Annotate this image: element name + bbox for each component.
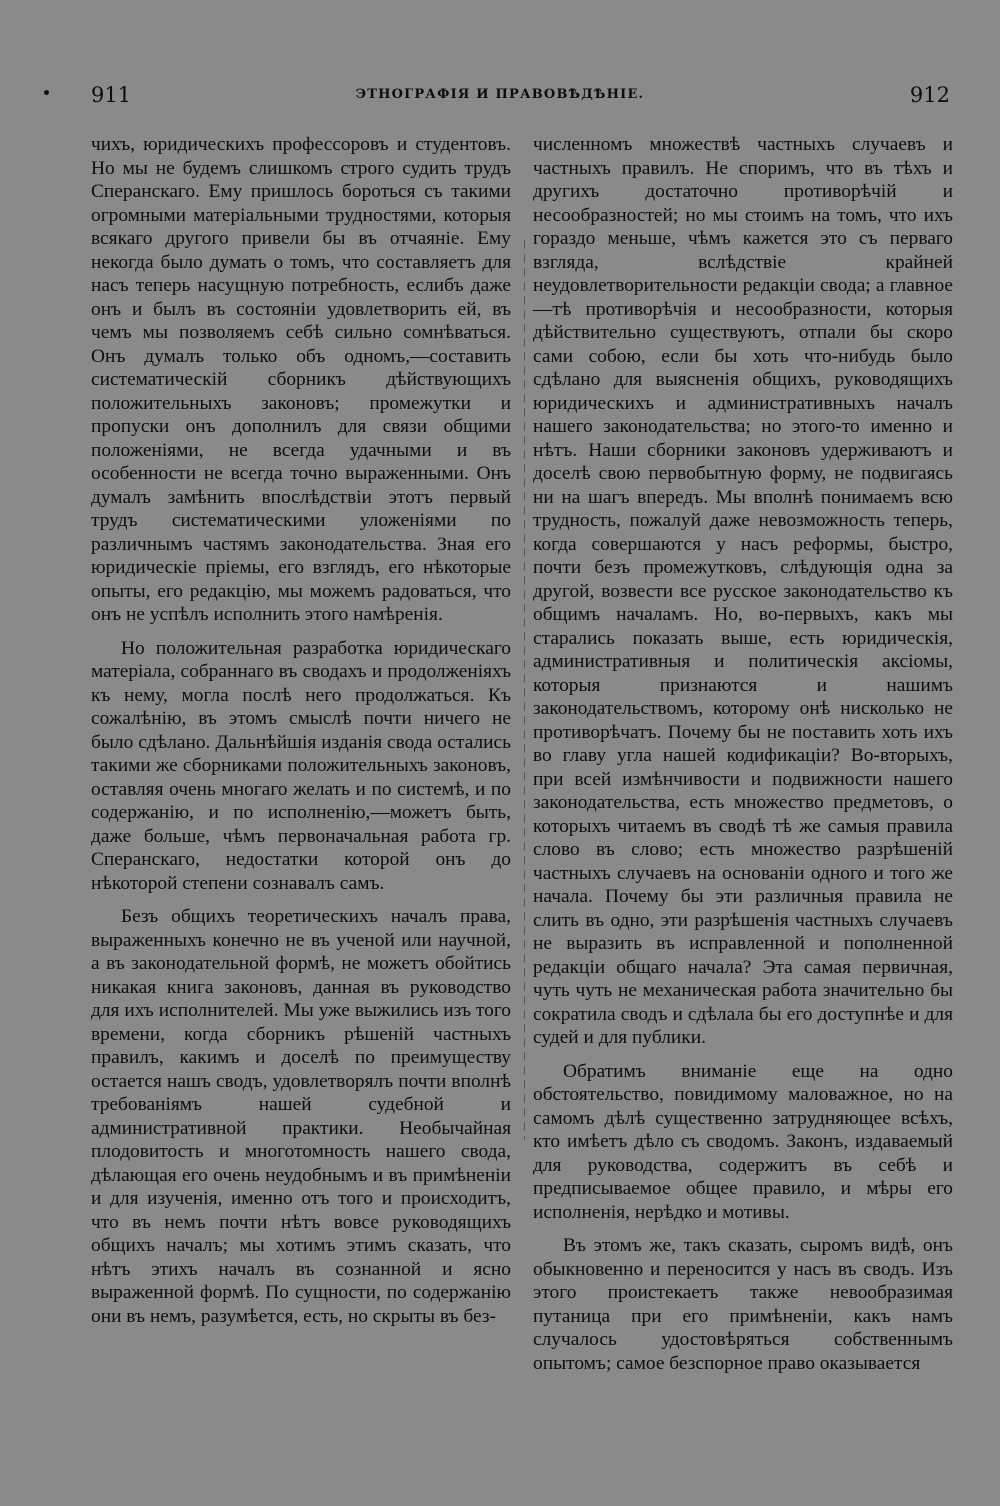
running-title: ЭТНОГРАФІЯ И ПРАВОВѢДѢНІЕ. [355, 87, 645, 102]
right-column [533, 133, 953, 1385]
paragraph: Но положительная разработка юридическаго матеріала, собраннаго въ сводахъ и продолженіяхъ къ нему, могла послѣ него продолжаться. Къ сожалѣнію, въ этомъ смыслѣ почти ничего не было сдѣлано. Дальнѣйшія изданія свода остались такими же сборниками положительныхъ законовъ, оставляя очень многаго желать и по системѣ, и по содержанію, и по исполненію,—можетъ быть, даже больше, чѣмъ первоначальная работа гр. Сперанскаго, недостатки которой онъ до нѣкоторой степени сознавалъ самъ. [91, 637, 511, 894]
page-number-left: 911 [91, 83, 132, 107]
paragraph: Обратимъ вниманіе еще на одно обстоятельство, повидимому маловажное, но на самомъ дѣлѣ существенно затрудняющее всѣхъ, кто имѣетъ дѣло съ сводомъ. Законъ, издаваемый для руководства, содержитъ въ себѣ и предписываемое общее правило, и мѣры его исполненія, нерѣдко и мотивы. [533, 1060, 953, 1223]
paragraph: чихъ, юридическихъ профессоровъ и студентовъ. Но мы не будемъ слишкомъ строго судить трудъ Сперанскаго. Ему пришлось бороться съ такими огромными матеріальными трудностями, которыя всякаго другого привели бы въ отчаяніе. Ему некогда было думать о томъ, что составляетъ для насъ теперь насущную потребность, еслибъ даже онъ и былъ въ состояніи удовлетворить ей, въ чемъ мы позволяемъ себѣ сильно сомнѣваться. Онъ думалъ только объ одномъ,—составить систематическій сборникъ дѣйствующихъ положительныхъ законовъ; промежутки и пропуски онъ дополнилъ для связи общими положеніями, не всегда удачными и въ особенности не всегда точно выраженными. Онъ думалъ замѣнить впослѣдствіи этотъ первый трудъ систематическими уложеніями по различнымъ частямъ законодательства. Зная его юридическіе пріемы, его взглядъ, его нѣкоторые опыты, его редакцію, мы можемъ радоваться, что онъ не успѣлъ исполнить этого намѣренія. [91, 134, 511, 625]
left-column [91, 133, 511, 1338]
paragraph: численномъ множествѣ частныхъ случаевъ и частныхъ правилъ. Не споримъ, что въ тѣхъ и другихъ достаточно противорѣчій и несообразностей; но мы стоимъ на томъ, что ихъ гораздо меньше, чѣмъ кажется это съ перваго взгляда, вслѣдствіе крайней неудовлетворительности редакціи свода; а главное—тѣ противорѣчія и несообразности, которыя дѣйствительно существуютъ, отпали бы скоро сами собою, если бы хоть что-нибудь было сдѣлано для выясненія общихъ, руководящихъ юридическихъ и административныхъ началъ нашего законодательства; но этого-то именно и нѣтъ. Наши сборники законовъ удерживаютъ и доселѣ свою первобытную форму, не подвигаясь ни на шагъ впередъ. Мы вполнѣ понимаемъ всю трудность, пожалуй даже невозможность теперь, когда совершаются у насъ реформы, быстро, почти безъ промежутковъ, слѣдующія одна за другой, возвести все русское законодательство къ общимъ началамъ. Но, во-первыхъ, какъ мы старались показать выше, есть юридическія, административныя и политическія аксіомы, которыя признаются и нашимъ законодательствомъ, которому онѣ нисколько не противорѣчатъ. Почему бы не поставить хоть ихъ во главу угла нашей кодификаціи? Во-вторыхъ, при всей измѣнчивости и подвижности нашего законодательства, есть множество предметовъ, о которыхъ читаемъ въ сводѣ тѣ же самыя правила слово въ слово; есть множество разрѣшеній частныхъ случаевъ на основаніи одного и того же начала. Почему бы эти различныя правила не слить въ одно, эти разрѣшенія частныхъ случаевъ не выразить въ исправленной и пополненной редакціи общаго начала? Эта самая первичная, чуть чуть не механическая работа значительно бы сократила сводъ и сдѣлала бы его доступнѣе и для судей и для публики. [533, 134, 953, 1048]
paragraph: Въ этомъ же, такъ сказать, сыромъ видѣ, онъ обыкновенно и переносится у насъ въ сводъ. Изъ этого проистекаетъ также невообразимая путаница при его примѣненіи, какъ намъ случалось удостовѣряться собственнымъ опытомъ; самое безспорное право оказывается [533, 1235, 953, 1374]
paragraph: Безъ общихъ теоретическихъ началъ права, выраженныхъ конечно не въ ученой или научной, а въ законодательной формѣ, не можетъ обойтись никакая книга законовъ, данная въ руководство для ихъ исполнителей. Мы уже выжились изъ того времени, когда сборникъ рѣшеній частныхъ правилъ, какимъ и доселѣ по преимуществу остается нашъ сводъ, удовлетворялъ почти вполнѣ требованіямъ нашей судебной и административной практики. Необычайная плодовитость и многотомность нашего свода, дѣлающая его очень неудобнымъ и въ примѣненіи и для изученія, именно отъ того и происходитъ, что въ немъ почти нѣтъ вовсе руководящихъ общихъ началъ; мы хотимъ этимъ сказать, что нѣтъ этихъ началъ въ сознанной и ясно выраженной формѣ. По сущности, по содержанію они въ немъ, разумѣется, есть, но скрыты въ без- [91, 906, 511, 1327]
page-number-right: 912 [909, 83, 950, 107]
column-divider [524, 240, 525, 1140]
